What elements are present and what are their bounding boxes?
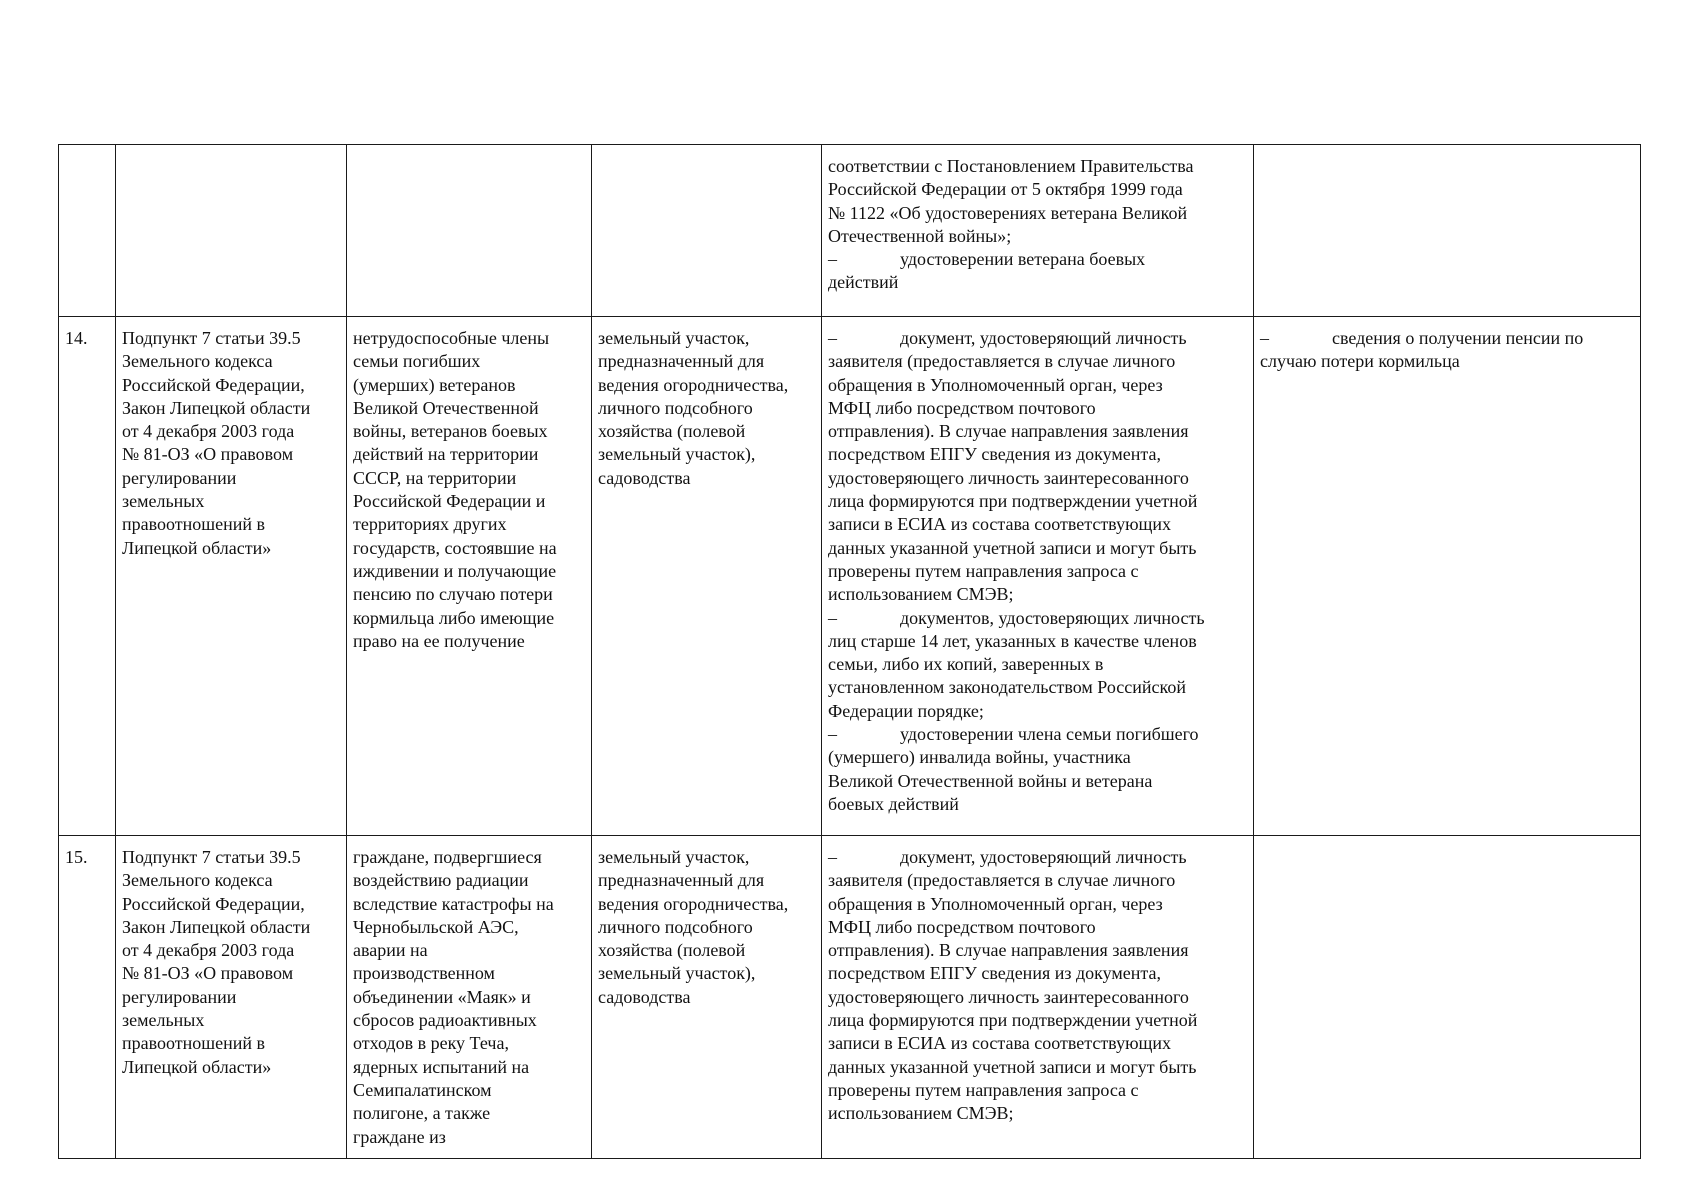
- cell-text-line: от 4 декабря 2003 года: [122, 940, 295, 961]
- cell-number: [59, 836, 116, 1159]
- line-text: Отечественной войны»;: [828, 225, 1012, 246]
- cell-text-line: право на ее получение: [353, 630, 525, 651]
- cell-text-line: садоводства: [598, 986, 691, 1007]
- cell-text-line: кормильца либо имеющие: [353, 607, 555, 628]
- cell-text-line: правоотношений в: [122, 1033, 266, 1054]
- line-text: данных указанной учетной записи и могут быть: [828, 1056, 1197, 1077]
- cell-text-line: Закон Липецкой области: [122, 397, 311, 418]
- cell-text-line: № 81-ОЗ «О правовом: [122, 444, 294, 465]
- cell-interdepartmental-info: [1254, 836, 1641, 1159]
- line-text: проверены путем направления запроса с: [828, 1079, 1139, 1100]
- cell-text-line: [828, 327, 1247, 350]
- row-number: 15.: [65, 847, 88, 867]
- cell-text-line: [828, 443, 1247, 466]
- line-text: проверены путем направления запроса с: [828, 560, 1139, 581]
- cell-text-line: действий на территории: [353, 444, 539, 465]
- cell-text-line: [828, 397, 1247, 420]
- line-text: (умершего) инвалида войны, участника: [828, 747, 1131, 768]
- cell-text-line: Чернобыльской АЭС,: [353, 916, 519, 937]
- line-text: лица формируются при подтверждении учетной: [828, 1010, 1198, 1031]
- cell-text-line: Подпункт 7 статьи 39.5: [122, 847, 301, 867]
- list-dash: –: [828, 847, 837, 867]
- cell-text-line: [828, 962, 1247, 985]
- cell-text-line: [828, 746, 1247, 769]
- line-text: лиц старше 14 лет, указанных в качестве членов: [828, 630, 1197, 651]
- cell-legal-basis: [116, 836, 347, 1159]
- cell-text-line: Семипалатинском: [353, 1079, 492, 1100]
- table-body: [59, 145, 1641, 1159]
- cell-text-line: [828, 225, 1247, 248]
- cell-number: [59, 317, 116, 836]
- line-text: записи в ЕСИА из состава соответствующих: [828, 1033, 1172, 1054]
- cell-text-line: Российской Федерации,: [122, 893, 305, 914]
- line-text: МФЦ либо посредством почтового: [828, 916, 1096, 937]
- line-text: обращения в Уполномоченный орган, через: [828, 893, 1163, 914]
- line-text: посредством ЕПГУ сведения из документа,: [828, 444, 1161, 465]
- cell-documents: [822, 145, 1254, 317]
- cell-text-line: [828, 676, 1247, 699]
- cell-text-line: Земельного кодекса: [122, 351, 273, 372]
- cell-text-line: предназначенный для: [598, 870, 765, 891]
- cell-text-line: [828, 1032, 1247, 1055]
- cell-land-purpose: [592, 145, 822, 317]
- cell-text-line: [828, 350, 1247, 373]
- cell-text-line: объединении «Маяк» и: [353, 986, 531, 1007]
- cell-text-line: нетрудоспособные члены: [353, 328, 550, 348]
- cell-text-line: [828, 513, 1247, 536]
- line-text: документ, удостоверяющий личность: [900, 847, 1187, 867]
- cell-text-line: [828, 869, 1247, 892]
- cell-text-line: Великой Отечественной: [353, 397, 539, 418]
- cell-text-line: [828, 653, 1247, 676]
- cell-text-line: иждивении и получающие: [353, 560, 557, 581]
- cell-text-line: СССР, на территории: [353, 467, 517, 488]
- cell-text-line: граждане, подвергшиеся: [353, 847, 542, 867]
- list-dash: –: [828, 724, 837, 745]
- cell-text-line: правоотношений в: [122, 514, 266, 535]
- list-dash: –: [1260, 328, 1269, 348]
- cell-text-line: [828, 1009, 1247, 1032]
- cell-land-purpose: [592, 836, 822, 1159]
- line-text: № 1122 «Об удостоверениях ветерана Великой: [828, 202, 1188, 223]
- cell-applicant-category: [347, 836, 592, 1159]
- cell-text-line: [828, 155, 1247, 178]
- cell-text-line: [828, 846, 1247, 869]
- cell-text-line: Закон Липецкой области: [122, 916, 311, 937]
- cell-text-line: земельных: [122, 491, 205, 512]
- cell-text-line: [828, 723, 1247, 746]
- line-text: соответствии с Постановлением Правительства: [828, 156, 1194, 176]
- cell-text-line: земельный участок),: [598, 963, 756, 984]
- line-text: посредством ЕПГУ сведения из документа,: [828, 963, 1161, 984]
- cell-text-line: [828, 420, 1247, 443]
- cell-text-line: ведения огородничества,: [598, 893, 789, 914]
- cell-legal-basis: [116, 145, 347, 317]
- cell-text-line: [828, 986, 1247, 1009]
- cell-text-line: [828, 630, 1247, 653]
- list-dash: –: [828, 328, 837, 348]
- cell-applicant-category: [347, 145, 592, 317]
- line-text: удостоверении ветерана боевых: [900, 249, 1146, 270]
- line-text: сведения о получении пенсии по: [1332, 328, 1584, 348]
- row-number: 14.: [65, 328, 88, 348]
- line-text: отправления). В случае направления заявления: [828, 940, 1189, 961]
- cell-text-line: полигоне, а также: [353, 1103, 491, 1124]
- line-text: лица формируются при подтверждении учетной: [828, 491, 1198, 512]
- cell-text-line: [828, 537, 1247, 560]
- line-text: семьи, либо их копий, заверенных в: [828, 654, 1104, 675]
- line-text: Великой Отечественной войны и ветерана: [828, 770, 1153, 791]
- line-text: заявителя (предоставляется в случае личного: [828, 351, 1176, 372]
- cell-text-line: войны, ветеранов боевых: [353, 421, 548, 442]
- cell-text-line: аварии на: [353, 940, 428, 961]
- cell-text-line: отходов в реку Теча,: [353, 1033, 509, 1054]
- cell-text-line: государств, состоявшие на: [353, 537, 557, 558]
- cell-text-line: [828, 1079, 1247, 1102]
- line-text: случаю потери кормильца: [1260, 351, 1460, 372]
- cell-text-line: [1260, 327, 1634, 350]
- cell-text-line: Липецкой области»: [122, 1056, 272, 1077]
- cell-text-line: земельный участок,: [598, 847, 750, 867]
- line-text: удостоверяющего личность заинтересованного: [828, 986, 1189, 1007]
- cell-text-line: [828, 374, 1247, 397]
- cell-text-line: [828, 770, 1247, 793]
- cell-text-line: регулировании: [122, 467, 237, 488]
- line-text: удостоверении члена семьи погибшего: [900, 724, 1199, 745]
- cell-text-line: (умерших) ветеранов: [353, 374, 516, 395]
- table-row: [59, 145, 1641, 317]
- cell-text-line: [828, 916, 1247, 939]
- line-text: удостоверяющего личность заинтересованного: [828, 467, 1189, 488]
- cell-text-line: земельных: [122, 1010, 205, 1031]
- line-text: установленном законодательством Российской: [828, 677, 1187, 698]
- list-dash: –: [828, 607, 837, 628]
- cell-text-line: [828, 490, 1247, 513]
- cell-text-line: № 81-ОЗ «О правовом: [122, 963, 294, 984]
- cell-text-line: территориях других: [353, 514, 507, 535]
- cell-text-line: садоводства: [598, 467, 691, 488]
- cell-applicant-category: [347, 317, 592, 836]
- cell-text-line: [828, 793, 1247, 816]
- line-text: Российской Федерации от 5 октября 1999 года: [828, 179, 1183, 200]
- cell-text-line: от 4 декабря 2003 года: [122, 421, 295, 442]
- cell-legal-basis: [116, 317, 347, 836]
- cell-text-line: личного подсобного: [598, 397, 753, 418]
- cell-text-line: вследствие катастрофы на: [353, 893, 554, 914]
- cell-text-line: [828, 271, 1247, 294]
- line-text: отправления). В случае направления заявления: [828, 421, 1189, 442]
- line-text: использованием СМЭВ;: [828, 584, 1014, 605]
- table-row: [59, 317, 1641, 836]
- cell-text-line: [828, 202, 1247, 225]
- line-text: МФЦ либо посредством почтового: [828, 397, 1096, 418]
- cell-text-line: семьи погибших: [353, 351, 481, 372]
- cell-text-line: Липецкой области»: [122, 537, 272, 558]
- cell-text-line: граждане из: [353, 1126, 446, 1147]
- line-text: использованием СМЭВ;: [828, 1103, 1014, 1124]
- cell-number: [59, 145, 116, 317]
- cell-interdepartmental-info: [1254, 317, 1641, 836]
- cell-text-line: [828, 560, 1247, 583]
- list-dash: –: [828, 249, 837, 270]
- cell-text-line: [828, 1056, 1247, 1079]
- cell-text-line: [828, 583, 1247, 606]
- line-text: действий: [828, 272, 899, 293]
- cell-text-line: [828, 700, 1247, 723]
- cell-land-purpose: [592, 317, 822, 836]
- line-text: заявителя (предоставляется в случае личного: [828, 870, 1176, 891]
- line-text: обращения в Уполномоченный орган, через: [828, 374, 1163, 395]
- cell-text-line: Российской Федерации и: [353, 491, 546, 512]
- cell-text-line: личного подсобного: [598, 916, 753, 937]
- cell-text-line: Российской Федерации,: [122, 374, 305, 395]
- document-table: [58, 144, 1641, 1159]
- cell-text-line: [828, 248, 1247, 271]
- line-text: записи в ЕСИА из состава соответствующих: [828, 514, 1172, 535]
- cell-text-line: земельный участок),: [598, 444, 756, 465]
- cell-text-line: производственном: [353, 963, 495, 984]
- line-text: документов, удостоверяющих личность: [900, 607, 1205, 628]
- cell-text-line: регулировании: [122, 986, 237, 1007]
- cell-text-line: Подпункт 7 статьи 39.5: [122, 328, 301, 348]
- cell-documents: [822, 836, 1254, 1159]
- cell-text-line: пенсию по случаю потери: [353, 584, 553, 605]
- cell-text-line: [828, 939, 1247, 962]
- cell-documents: [822, 317, 1254, 836]
- line-text: данных указанной учетной записи и могут быть: [828, 537, 1197, 558]
- cell-text-line: хозяйства (полевой: [598, 940, 746, 961]
- cell-text-line: сбросов радиоактивных: [353, 1010, 537, 1031]
- line-text: Федерации порядке;: [828, 700, 984, 721]
- cell-text-line: воздействию радиации: [353, 870, 529, 891]
- cell-text-line: [828, 467, 1247, 490]
- cell-text-line: ведения огородничества,: [598, 374, 789, 395]
- cell-text-line: [828, 178, 1247, 201]
- cell-text-line: [828, 893, 1247, 916]
- cell-text-line: Земельного кодекса: [122, 870, 273, 891]
- line-text: документ, удостоверяющий личность: [900, 328, 1187, 348]
- cell-text-line: [828, 1102, 1247, 1125]
- cell-interdepartmental-info: [1254, 145, 1641, 317]
- cell-text-line: ядерных испытаний на: [353, 1056, 530, 1077]
- cell-text-line: хозяйства (полевой: [598, 421, 746, 442]
- table-row: [59, 836, 1641, 1159]
- cell-text-line: [1260, 350, 1634, 373]
- line-text: боевых действий: [828, 793, 959, 814]
- cell-text-line: предназначенный для: [598, 351, 765, 372]
- cell-text-line: [828, 607, 1247, 630]
- cell-text-line: земельный участок,: [598, 328, 750, 348]
